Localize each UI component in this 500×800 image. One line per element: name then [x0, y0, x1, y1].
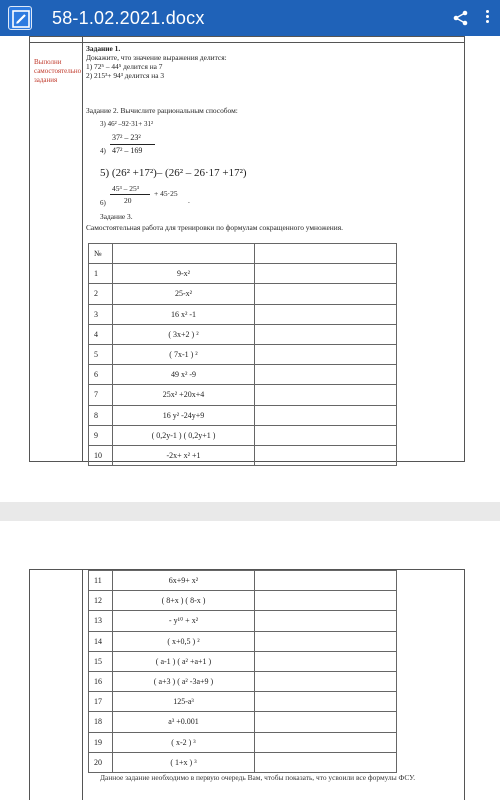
share-icon[interactable]: [452, 9, 470, 32]
table-row: [89, 692, 397, 712]
row-number: 7: [89, 385, 113, 405]
fraction-bar: [110, 144, 155, 145]
fraction-bar: [110, 194, 150, 195]
footer-note: Данное задание необходимо в первую очередь Вам, чтобы показать, что усвоили все формулы ФСУ.: [100, 773, 416, 782]
table-header-number: №: [89, 244, 113, 264]
answer-cell[interactable]: [255, 631, 397, 651]
row-number: 11: [89, 571, 113, 591]
task1-item2: 2) 215³+ 94³ делится на 3: [86, 71, 165, 80]
document-page-1: [0, 36, 500, 502]
more-options-icon[interactable]: [484, 8, 490, 28]
table-row: [89, 324, 397, 344]
row-number: 20: [89, 752, 113, 772]
row-number: 13: [89, 611, 113, 631]
table-row: [89, 445, 397, 465]
table-row: [89, 752, 397, 772]
row-expression: ( 8+x ) ( 8-x ): [113, 591, 255, 611]
row-number: 18: [89, 712, 113, 732]
row-expression: a³ +0.001: [113, 712, 255, 732]
answer-cell[interactable]: [255, 611, 397, 631]
document-title: 58-1.02.2021.docx: [52, 7, 205, 28]
table-row: [89, 631, 397, 651]
answer-cell[interactable]: [255, 324, 397, 344]
answer-cell[interactable]: [255, 385, 397, 405]
row-number: 14: [89, 631, 113, 651]
row-number: 9: [89, 425, 113, 445]
row-expression: 6x+9+ x²: [113, 571, 255, 591]
task2-item5: 5) (26² +17²)– (26² – 26·17 +17²): [100, 167, 247, 179]
row-expression: ( 1+x ) ³: [113, 752, 255, 772]
row-expression: -2x+ x² +1: [113, 445, 255, 465]
row-number: 10: [89, 445, 113, 465]
table-header-row: [89, 244, 397, 264]
task2-item3: 3) 46² –92·31+ 31²: [100, 120, 154, 128]
table-row: [89, 425, 397, 445]
table-row: [89, 611, 397, 631]
row-expression: ( x-2 ) ³: [113, 732, 255, 752]
answer-cell[interactable]: [255, 264, 397, 284]
table-row: [89, 304, 397, 324]
table-row: [89, 284, 397, 304]
row-number: 2: [89, 284, 113, 304]
row-expression: 49 x² -9: [113, 365, 255, 385]
column-divider: [82, 36, 83, 462]
answer-cell[interactable]: [255, 671, 397, 691]
document-page-2: [0, 521, 500, 800]
task2-item6-denominator: 20: [124, 196, 132, 205]
answer-cell[interactable]: [255, 284, 397, 304]
task2-dot: .: [188, 196, 190, 205]
task1-intro: Докажите, что значение выражения делится:: [86, 53, 227, 62]
row-expression: ( a-1 ) ( a² +a+1 ): [113, 651, 255, 671]
task3-title: Самостоятельная работа для тренировки по формулам сокращенного умножения.: [86, 223, 343, 232]
row-number: 8: [89, 405, 113, 425]
answer-cell[interactable]: [255, 732, 397, 752]
table-row: [89, 591, 397, 611]
task1: [86, 44, 456, 80]
answer-cell[interactable]: [255, 712, 397, 732]
task2-item6-label: 6): [100, 199, 106, 207]
table-row: [89, 264, 397, 284]
row-expression: 25-x²: [113, 284, 255, 304]
row-number: 1: [89, 264, 113, 284]
answer-cell[interactable]: [255, 651, 397, 671]
row-number: 4: [89, 324, 113, 344]
row-expression: 9-x²: [113, 264, 255, 284]
row-expression: ( 3x+2 ) ²: [113, 324, 255, 344]
table-row: [89, 671, 397, 691]
task2-item4-numerator: 37² – 23²: [112, 133, 141, 142]
task2-heading: Задание 2. Вычислите рациональным способом:: [86, 106, 238, 115]
table-row: [89, 732, 397, 752]
row-number: 16: [89, 671, 113, 691]
row-expression: 16 x² -1: [113, 304, 255, 324]
row-number: 17: [89, 692, 113, 712]
task2-item6-numerator: 45³ – 25³: [112, 184, 139, 193]
answer-cell[interactable]: [255, 752, 397, 772]
task2-item6-tail: + 45·25: [154, 189, 178, 198]
exercise-table-part1: [88, 243, 397, 466]
task2-item4-label: 4): [100, 147, 106, 155]
answer-cell[interactable]: [255, 571, 397, 591]
row-number: 19: [89, 732, 113, 752]
answer-cell[interactable]: [255, 425, 397, 445]
exercise-table-part2: [88, 570, 397, 773]
answer-cell[interactable]: [255, 692, 397, 712]
document-editor-icon[interactable]: [8, 6, 32, 30]
row-expression: ( x+0,5 ) ²: [113, 631, 255, 651]
app-bar: [0, 0, 500, 36]
column-divider: [82, 569, 83, 800]
answer-cell[interactable]: [255, 365, 397, 385]
table-row: [89, 405, 397, 425]
side-note: Выполни самостоятельно задания: [34, 58, 82, 84]
task1-heading: Задание 1.: [86, 44, 121, 53]
row-expression: ( 7x-1 ) ²: [113, 344, 255, 364]
answer-cell[interactable]: [255, 344, 397, 364]
row-expression: 125-a³: [113, 692, 255, 712]
row-expression: 25x² +20x+4: [113, 385, 255, 405]
row-number: 5: [89, 344, 113, 364]
row-number: 3: [89, 304, 113, 324]
row-expression: - y¹⁰ + x²: [113, 611, 255, 631]
row-expression: 16 y² -24y+9: [113, 405, 255, 425]
row-expression: ( 0,2y-1 ) ( 0,2y+1 ): [113, 425, 255, 445]
row-number: 15: [89, 651, 113, 671]
table-row: [89, 365, 397, 385]
row-number: 6: [89, 365, 113, 385]
task3-heading: Задание 3.: [100, 212, 133, 221]
answer-cell[interactable]: [255, 405, 397, 425]
table-row: [89, 571, 397, 591]
table-row: [89, 651, 397, 671]
answer-cell[interactable]: [255, 591, 397, 611]
task2-item4-denominator: 47² – 169: [112, 146, 143, 155]
row-expression: ( a+3 ) ( a² -3a+9 ): [113, 671, 255, 691]
row-number: 12: [89, 591, 113, 611]
task1-item1: 1) 72⁵ – 44⁵ делится на 7: [86, 62, 163, 71]
table-row: [89, 712, 397, 732]
answer-cell[interactable]: [255, 304, 397, 324]
answer-cell[interactable]: [255, 445, 397, 465]
table-row: [89, 344, 397, 364]
table-row: [89, 385, 397, 405]
